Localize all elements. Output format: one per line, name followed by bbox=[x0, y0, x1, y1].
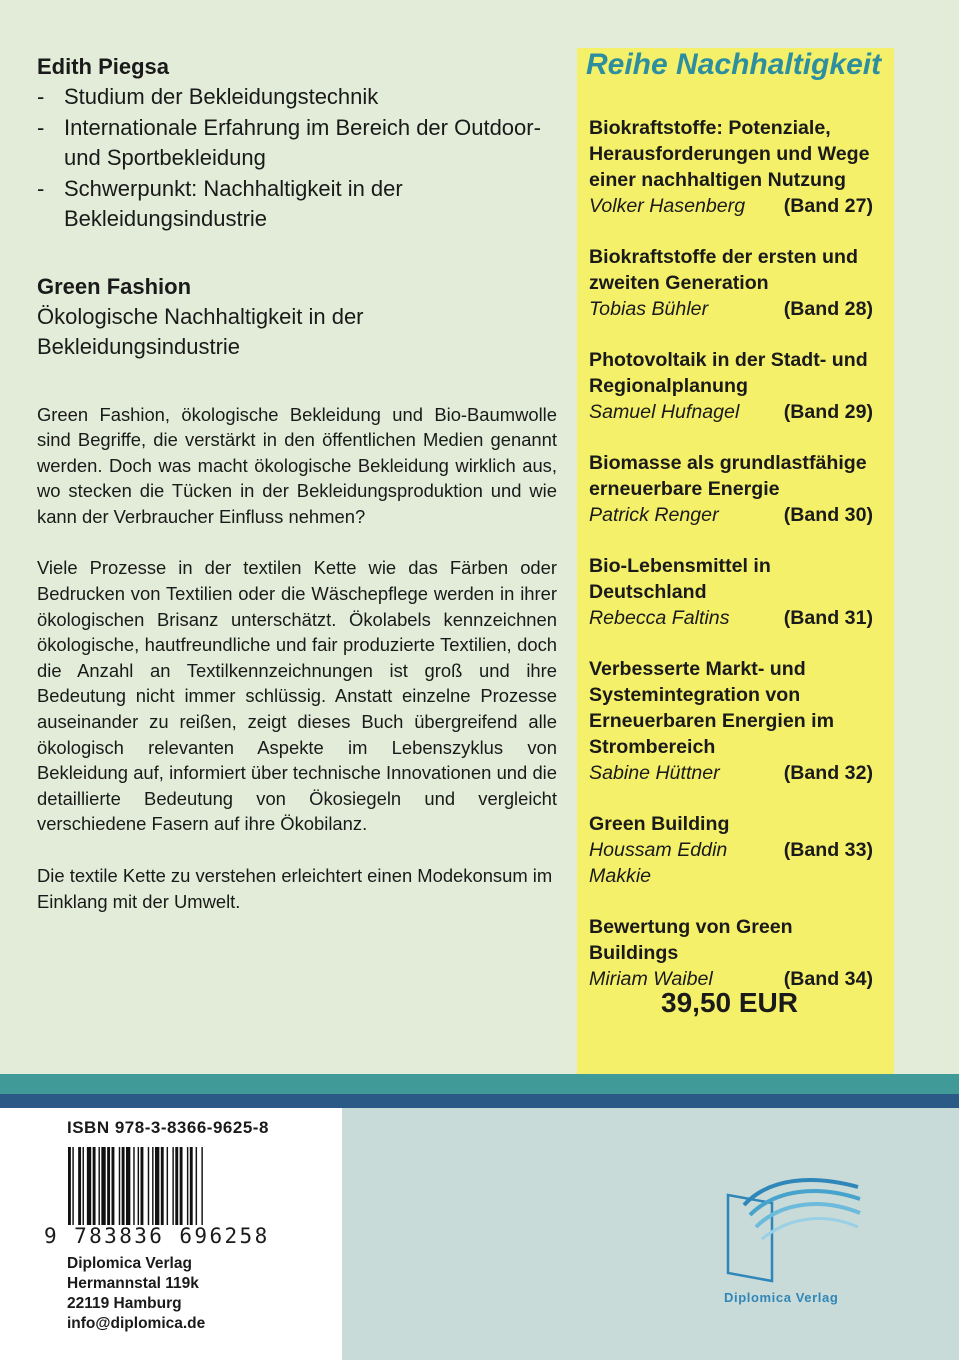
barcode-bar bbox=[107, 1147, 110, 1225]
series-list bbox=[589, 115, 873, 1017]
series-item-title: Bewertung von Green Buildings bbox=[589, 916, 793, 964]
series-item-band: (Band 30) bbox=[783, 504, 873, 526]
series-item-band: (Band 33) bbox=[783, 839, 873, 861]
barcode-bar bbox=[187, 1147, 188, 1225]
series-item-author: Miriam Waibel bbox=[589, 968, 713, 990]
barcode-bar bbox=[126, 1147, 130, 1225]
barcode-bar bbox=[122, 1147, 125, 1225]
publisher-line: 22119 Hamburg bbox=[67, 1295, 182, 1312]
series-item-band: (Band 29) bbox=[783, 401, 873, 423]
barcode-bar bbox=[148, 1147, 149, 1225]
barcode-bar bbox=[172, 1147, 173, 1225]
series-item bbox=[589, 811, 873, 889]
barcode-bar bbox=[101, 1147, 105, 1225]
series-item bbox=[589, 244, 873, 322]
series-item bbox=[589, 347, 873, 425]
book-description-column bbox=[37, 52, 557, 914]
publisher-address bbox=[67, 1254, 205, 1334]
series-item-band: (Band 32) bbox=[783, 762, 873, 784]
series-item bbox=[589, 656, 873, 786]
navy-stripe bbox=[0, 1094, 959, 1108]
teal-stripe bbox=[0, 1074, 959, 1094]
barcode-bar bbox=[87, 1147, 91, 1225]
barcode-bar bbox=[190, 1147, 193, 1225]
barcode-bar bbox=[155, 1147, 159, 1225]
series-item-band: (Band 28) bbox=[783, 298, 873, 320]
series-panel bbox=[577, 48, 894, 1074]
barcode-bar bbox=[138, 1147, 139, 1225]
barcode-bar bbox=[167, 1147, 168, 1225]
series-item-author: Volker Hasenberg bbox=[589, 195, 746, 217]
series-item-title: Verbesserte Markt- und Systemintegration von Erneuerbaren Energien im Strombereich bbox=[589, 658, 834, 758]
series-item bbox=[589, 450, 873, 528]
publisher-logo-icon bbox=[718, 1177, 868, 1289]
series-item-author: Samuel Hufnagel bbox=[589, 401, 740, 423]
isbn-label: ISBN 978-3-8366-9625-8 bbox=[67, 1118, 269, 1137]
series-item-band: (Band 34) bbox=[783, 968, 873, 990]
barcode-bar bbox=[68, 1147, 71, 1225]
series-item-author: Patrick Renger bbox=[589, 504, 719, 526]
book-subtitle: Ökologische Nachhaltigkeit in der Bekleidungsindustrie bbox=[37, 303, 364, 359]
publisher-line: Hermannstal 119k bbox=[67, 1275, 199, 1292]
barcode-digits: 9 783836 696258 bbox=[44, 1224, 270, 1248]
barcode-bar bbox=[161, 1147, 164, 1225]
barcode-bar bbox=[201, 1147, 202, 1225]
series-item-title: Biomasse als grundlastfähige erneuerbare Energie bbox=[589, 452, 867, 500]
series-item-title: Biokraftstoffe der ersten und zweiten Generation bbox=[589, 246, 858, 294]
barcode-bar bbox=[93, 1147, 96, 1225]
barcode-bar bbox=[98, 1147, 99, 1225]
barcode-bar bbox=[72, 1147, 73, 1225]
blurb-paragraph: Viele Prozesse in der textilen Kette wie das Färben oder Bedrucken von Textilien oder die Wäschepflege werden in ihrer ökologischen Brisanz unterschätzt. Ökolabels kennzeichnen ökologische, hautfreundliche und fair produzierte Textilien, doch die Anzahl an Textilkennzeichnungen ist groß und ihre Bedeutung nicht immer schlüssig. Anstatt einzelne Prozesse auseinander zu reißen, zeigt dieses Buch übergreifend alle ökologisch relevanten Aspekte im Lebenszyklus von Bekleidung auf, informiert über technische Innovationen und die detaillierte Bedeutung von Ökosiegeln und vergleicht verschiedene Fasern auf ihre Ökobilanz. bbox=[37, 557, 557, 835]
series-item bbox=[589, 553, 873, 631]
series-item-author: Tobias Bühler bbox=[589, 298, 709, 320]
book-title: Green Fashion bbox=[37, 273, 192, 299]
series-item-title: Green Building bbox=[589, 813, 730, 835]
series-title: Reihe Nachhaltigkeit bbox=[586, 48, 882, 81]
series-item-author: Sabine Hüttner bbox=[589, 762, 720, 784]
barcode-bar bbox=[175, 1147, 178, 1225]
price: 39,50 EUR bbox=[661, 987, 798, 1018]
barcode-bar bbox=[119, 1147, 120, 1225]
author-bio-list bbox=[37, 82, 557, 235]
barcode-bar bbox=[152, 1147, 153, 1225]
publisher-logo-text: Diplomica Verlag bbox=[724, 1290, 839, 1305]
blurb-paragraph: Die textile Kette zu verstehen erleichtert einen Modekonsum im Einklang mit der Umwelt. bbox=[37, 865, 553, 912]
logo-swoosh bbox=[762, 1218, 858, 1239]
series-item-band: (Band 27) bbox=[783, 195, 873, 217]
barcode-bar bbox=[141, 1147, 144, 1225]
series-item-author: Houssam Eddin Makkie bbox=[589, 839, 728, 887]
barcode-bar bbox=[78, 1147, 81, 1225]
barcode-bar bbox=[196, 1147, 197, 1225]
publisher-line: info@diplomica.de bbox=[67, 1315, 206, 1332]
series-item-title: Bio-Lebensmittel in Deutschland bbox=[589, 555, 771, 603]
series-item bbox=[589, 115, 873, 219]
publisher-line: Diplomica Verlag bbox=[67, 1255, 192, 1272]
series-item-title: Biokraftstoffe: Potenziale, Herausforderungen und Wege einer nachhaltigen Nutzung bbox=[589, 117, 870, 191]
series-item-band: (Band 31) bbox=[783, 607, 873, 629]
author-bio-item: - Internationale Erfahrung im Bereich der Outdoor- und Sportbekleidung bbox=[37, 113, 557, 174]
series-item bbox=[589, 914, 873, 992]
author-bio-item: - Schwerpunkt: Nachhaltigkeit in der Bekleidungsindustrie bbox=[37, 174, 557, 235]
barcode-bar bbox=[112, 1147, 115, 1225]
author-name: Edith Piegsa bbox=[37, 54, 170, 79]
author-bio-item: - Studium der Bekleidungstechnik bbox=[37, 82, 557, 113]
series-item-author: Rebecca Faltins bbox=[589, 607, 730, 629]
blurb-paragraph: Green Fashion, ökologische Bekleidung und Bio-Baumwolle sind Begriffe, die verstärkt in den öffentlichen Medien genannt werden. Doch was macht ökologische Bekleidung wirklich aus, wo stecken die Tücken in der Bekleidungsproduktion und wie kann der Verbraucher Einfluss nehmen? bbox=[37, 403, 557, 527]
barcode-bar bbox=[133, 1147, 134, 1225]
series-item-title: Photovoltaik in der Stadt- und Regionalplanung bbox=[589, 349, 868, 397]
barcode-bar bbox=[180, 1147, 183, 1225]
barcode-bar bbox=[83, 1147, 84, 1225]
